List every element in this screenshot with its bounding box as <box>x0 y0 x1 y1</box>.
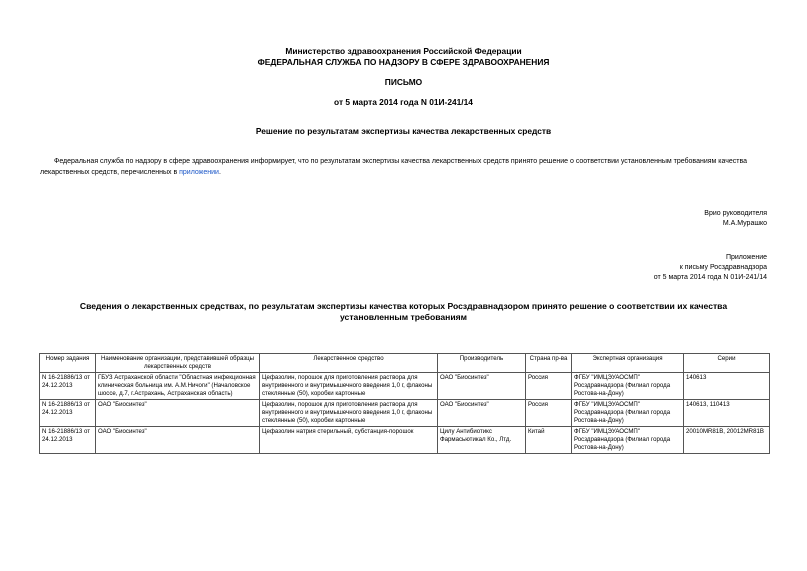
col-header-task: Номер задания <box>40 354 96 373</box>
cell-drug: Цефазолин, порошок для приготовления раствора для внутривенного и внутримышечного введения 1,0 г, флаконы стеклянные (50), коробки картонные <box>260 373 438 400</box>
signature-position: Врио руководителя <box>704 210 767 217</box>
col-header-drug: Лекарственное средство <box>260 354 438 373</box>
cell-maker: ОАО "Биосинтез" <box>438 373 526 400</box>
appendix-title: Сведения о лекарственных средствах, по результатам экспертизы качества которых Росздравнадзором принято решение о соответствии их качества установленным требованиям <box>79 301 728 322</box>
cell-task: N 16-21886/13 от 24.12.2013 <box>40 427 96 454</box>
cell-task: N 16-21886/13 от 24.12.2013 <box>40 400 96 427</box>
table-row <box>40 400 770 427</box>
cell-drug: Цефазолин, порошок для приготовления раствора для внутривенного и внутримышечного введения 1,0 г, флаконы стеклянные (50), коробки картонные <box>260 400 438 427</box>
service-name: ФЕДЕРАЛЬНАЯ СЛУЖБА ПО НАДЗОРУ В СФЕРЕ ЗДРАВООХРАНЕНИЯ <box>257 57 550 67</box>
doc-type: ПИСЬМО <box>384 77 423 87</box>
cell-country: Россия <box>526 400 572 427</box>
cell-maker: Цилу Антибиотикс Фармасьютикал Ко., Лтд. <box>438 427 526 454</box>
signature-name: М.А.Мурашко <box>722 220 767 227</box>
table-row <box>40 427 770 454</box>
col-header-org: Наименование организации, представившей образцы лекарственных средств <box>96 354 260 373</box>
doc-date-number: от 5 марта 2014 года N 01И-241/14 <box>334 97 473 107</box>
ministry-name: Министерство здравоохранения Российской Федерации <box>285 46 522 56</box>
table-header-row <box>40 354 770 373</box>
doc-subject: Решение по результатам экспертизы качества лекарственных средств <box>255 126 552 136</box>
body-text: Федеральная служба по надзору в сфере здравоохранения информирует, что по результатам экспертизы качества лекарственных средств принято решение о соответствии установленным требованиям качества лекарственных средств, перечисленных в <box>40 158 748 176</box>
cell-org: ОАО "Биосинтез" <box>96 400 260 427</box>
table-row <box>40 373 770 400</box>
body-end: . <box>218 168 221 176</box>
cell-expert: ФГБУ "ИМЦЭУАОСМП" Росздравнадзора (Филиал города Ростова-на-Дону) <box>572 373 684 400</box>
cell-expert: ФГБУ "ИМЦЭУАОСМП" Росздравнадзора (Филиал города Ростова-на-Дону) <box>572 400 684 427</box>
drugs-table <box>39 353 770 454</box>
cell-org: ГБУЗ Астраханской области "Областная инфекционная клиническая больница им. А.М.Ничоги" (Началовское шоссе, д.7, г.Астрахань, Астраханская область) <box>96 373 260 400</box>
cell-series: 140613, 110413 <box>684 400 770 427</box>
body-paragraph <box>40 157 770 178</box>
col-header-series: Серии <box>684 354 770 373</box>
appendix-link[interactable]: приложении <box>179 168 219 176</box>
cell-country: Россия <box>526 373 572 400</box>
appendix-to: к письму Росздравнадзора <box>679 264 767 271</box>
cell-country: Китай <box>526 427 572 454</box>
cell-org: ОАО "Биосинтез" <box>96 427 260 454</box>
cell-maker: ОАО "Биосинтез" <box>438 400 526 427</box>
appendix-label: Приложение <box>725 254 767 261</box>
col-header-country: Страна пр-ва <box>526 354 572 373</box>
col-header-maker: Производитель <box>438 354 526 373</box>
cell-series: 20010MR81B, 20012MR81B <box>684 427 770 454</box>
appendix-date: от 5 марта 2014 года N 01И-241/14 <box>653 274 767 281</box>
cell-drug: Цефазолин натрия стерильный, субстанция-порошок <box>260 427 438 454</box>
col-header-expert: Экспертная организация <box>572 354 684 373</box>
cell-series: 140613 <box>684 373 770 400</box>
cell-task: N 16-21886/13 от 24.12.2013 <box>40 373 96 400</box>
cell-expert: ФГБУ "ИМЦЭУАОСМП" Росздравнадзора (Филиал города Ростова-на-Дону) <box>572 427 684 454</box>
